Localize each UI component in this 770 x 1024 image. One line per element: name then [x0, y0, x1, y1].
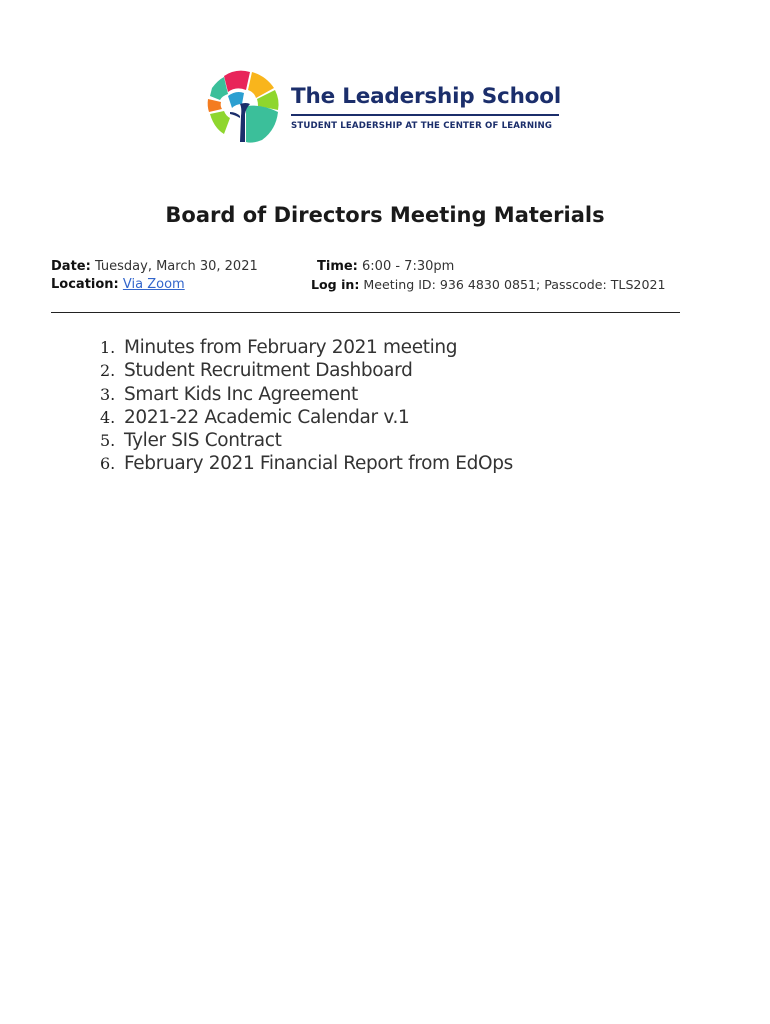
list-item — [100, 453, 513, 476]
time-label: Time: — [317, 259, 358, 274]
meeting-login — [311, 277, 666, 292]
item-text: 2021-22 Academic Calendar v.1 — [124, 406, 410, 428]
item-text: Tyler SIS Contract — [124, 430, 282, 452]
meeting-date — [51, 259, 258, 274]
item-text: Smart Kids Inc Agreement — [124, 383, 358, 405]
meeting-time — [317, 259, 454, 274]
login-label: Log in: — [311, 277, 360, 292]
list-item — [100, 337, 513, 360]
agenda-list — [100, 337, 513, 477]
item-number: 5. — [100, 431, 116, 451]
tree-logo-icon — [206, 68, 282, 144]
school-logo — [206, 68, 566, 146]
item-number: 1. — [100, 338, 116, 357]
meeting-location — [51, 277, 185, 292]
list-item — [100, 430, 513, 453]
item-number: 2. — [100, 361, 116, 381]
item-number: 4. — [100, 407, 116, 427]
login-value: Meeting ID: 936 4830 0851; Passcode: TLS2021 — [363, 277, 666, 292]
location-label: Location: — [51, 277, 119, 292]
item-number: 6. — [100, 454, 116, 474]
zoom-link[interactable]: Via Zoom — [122, 277, 185, 292]
list-item — [100, 407, 513, 430]
item-text: Minutes from February 2021 meeting — [124, 337, 458, 358]
list-item — [100, 384, 513, 407]
item-number: 3. — [100, 384, 116, 404]
item-text: Student Recruitment Dashboard — [124, 360, 413, 382]
logo-divider — [291, 114, 559, 116]
logo-tagline: STUDENT LEADERSHIP AT THE CENTER OF LEARNING — [291, 121, 553, 131]
list-item — [100, 360, 513, 383]
item-text: February 2021 Financial Report from EdOps — [124, 453, 513, 475]
time-value: 6:00 - 7:30pm — [362, 259, 455, 274]
logo-school-name: The Leadership School — [291, 84, 561, 109]
date-value: Tuesday, March 30, 2021 — [94, 259, 258, 274]
page-title: Board of Directors Meeting Materials — [165, 203, 605, 227]
date-label: Date: — [51, 259, 91, 274]
horizontal-divider — [51, 312, 680, 313]
